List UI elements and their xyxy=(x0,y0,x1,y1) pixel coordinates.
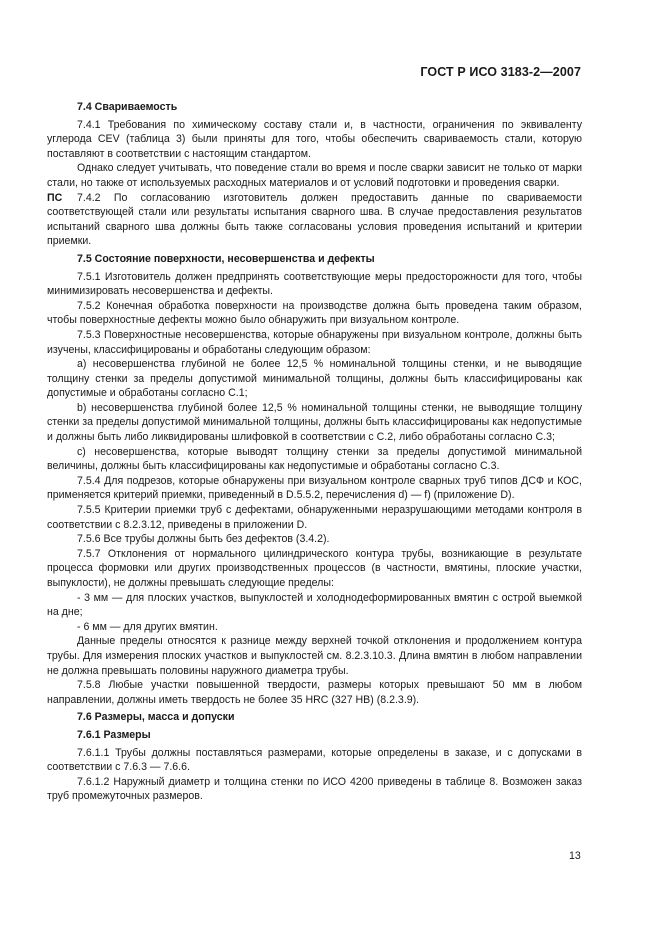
list-item-3mm: - 3 мм — для плоских участков, выпуклостей и холоднодеформированных вмятин с острой выемкой на дне; xyxy=(47,591,582,619)
list-item-a: а) несовершенства глубиной не более 12,5 % номинальной толщины стенки, и не выводящие толщину стенки за пределы допустимой минимальной толщины, должны быть классифицированы как допустимые и обработаны согласно С.1; xyxy=(47,358,582,400)
paragraph-7-5-4: 7.5.4 Для подрезов, которые обнаружены при визуальном контроле сварных труб типов ДСФ и КОС, применяется критерий приемки, приведенный в D.5.5.2, перечисления d) — f) (приложение D). xyxy=(47,474,582,502)
paragraph-7-5-7-limits: Данные пределы относятся к разнице между верхней точкой отклонения и продолжением контура трубы. Для измерения плоских участков и выпуклостей см. 8.2.3.10.3. Длина вмятин в любом направлении не должна превышать половины наружного диаметра трубы. xyxy=(47,635,582,677)
paragraph-7-5-6: 7.5.6 Все трубы должны быть без дефектов (3.4.2). xyxy=(77,533,330,546)
paragraph-7-5-7: 7.5.7 Отклонения от нормального цилиндрического контура трубы, возникающие в результате процесса формовки или других производственных процессов (в частности, вмятины, плоские участки, выпуклости), не должны превышать следующие пределы: xyxy=(47,547,582,589)
paragraph-7-5-8: 7.5.8 Любые участки повышенной твердости, размеры которых превышают 50 мм в любом направлении, должны иметь твердость не более 35 HRC (327 НВ) (8.2.3.9). xyxy=(47,679,582,706)
subsection-title-7-6-1: 7.6.1 Размеры xyxy=(77,728,151,741)
ps-mark: ПС xyxy=(47,191,63,204)
page-body xyxy=(47,97,582,804)
list-item-6mm: - 6 мм — для других вмятин. xyxy=(77,620,218,633)
page-number: 13 xyxy=(569,850,581,862)
paragraph-7-6-1-2: 7.6.1.2 Наружный диаметр и толщина стенки по ИСО 4200 приведены в таблице 8. Возможен заказ труб промежуточных размеров. xyxy=(47,775,582,803)
paragraph-7-5-5: 7.5.5 Критерии приемки труб с дефектами, обнаруженными неразрушающими методами контроля в соответствии с 8.2.3.12, приведены в приложении D. xyxy=(47,504,582,531)
list-item-b: b) несовершенства глубиной более 12,5 % номинальной толщины стенки, не выводящие толщину стенки за пределы допустимой минимальной толщины, должны быть классифицированы как недопустимые и должны быть либо ликвидированы шлифовкой в соответствии с С.2, либо обработаны согласно С.3; xyxy=(47,401,582,444)
paragraph-7-4-1: 7.4.1 Требования по химическому составу стали и, в частности, ограничения по эквиваленту углерода CEV (таблица 3) были приняты для того, чтобы обеспечить свариваемость стали, которую поставляют в соответствии с настоящим стандартом. xyxy=(47,118,582,160)
document-code: ГОСТ Р ИСО 3183-2—2007 xyxy=(420,65,581,79)
section-title-7-4: 7.4 Свариваемость xyxy=(77,101,178,113)
paragraph-7-5-1: 7.5.1 Изготовитель должен предпринять соответствующие меры предосторожности для того, чтобы минимизировать несовершенства и дефекты. xyxy=(47,270,582,298)
paragraph-7-4-2 xyxy=(47,191,582,249)
list-item-c: с) несовершенства, которые выводят толщину стенки за пределы допустимой минимальной величины, должны быть классифицированы как недопустимые и обработаны согласно С.3. xyxy=(47,445,582,473)
paragraph-7-5-2: 7.5.2 Конечная обработка поверхности на производстве должна быть проведена таким образом, чтобы поверхностные дефекты можно было обнаружить при визуальном контроле. xyxy=(47,299,582,327)
paragraph-7-5-3: 7.5.3 Поверхностные несовершенства, которые обнаружены при визуальном контроле, должны быть изучены, классифицированы и обработаны следующим образом: xyxy=(47,328,582,356)
paragraph-7-4-2-text: 7.4.2 По согласованию изготовитель должен предоставить данные по свариваемости соответствующей стали или результаты испытания сварного шва. В случае предоставления результатов испытаний сварного шва должны быть также согласованы условия проведения испытаний и критерии приемки. xyxy=(47,191,582,248)
section-title-7-5: 7.5 Состояние поверхности, несовершенства и дефекты xyxy=(77,252,375,265)
paragraph-7-4-1-note: Однако следует учитывать, что поведение стали во время и после сварки зависит не только от марки стали, но также от используемых расходных материалов и от условий подготовки и проведения сварки. xyxy=(47,162,582,189)
paragraph-7-6-1-1: 7.6.1.1 Трубы должны поставляться размерами, которые определены в заказе, и с допусками в соответствии с 7.6.3 — 7.6.6. xyxy=(47,746,582,774)
section-title-7-6: 7.6 Размеры, масса и допуски xyxy=(77,711,235,724)
